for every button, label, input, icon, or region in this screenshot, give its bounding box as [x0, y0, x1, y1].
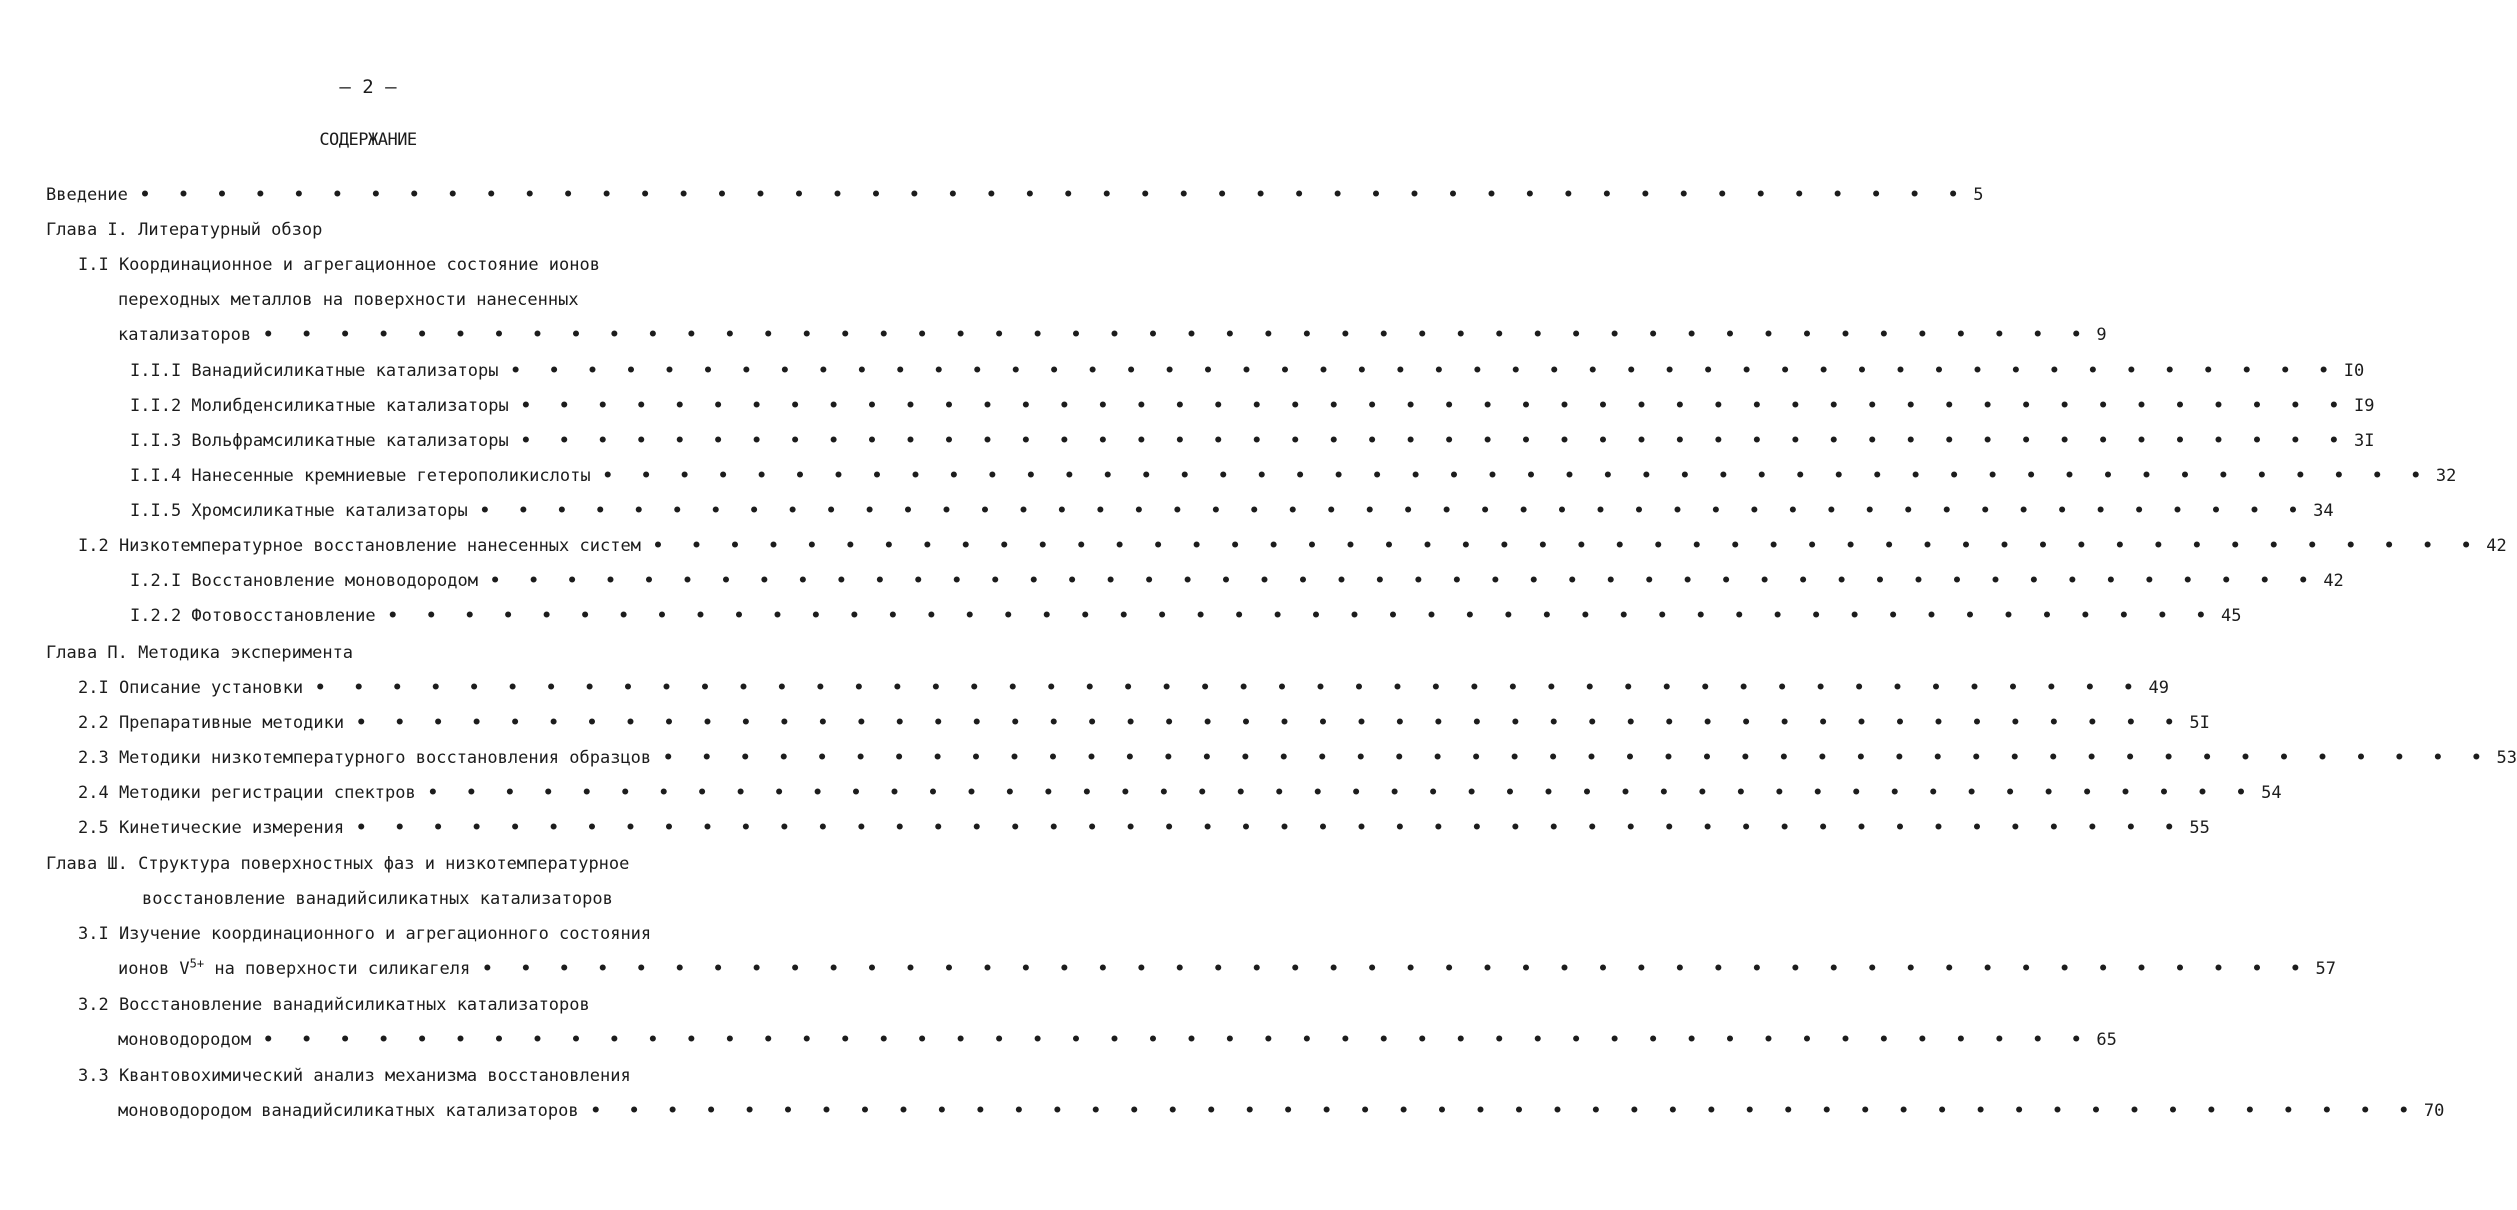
entry-page: 65 — [2096, 1030, 2117, 1050]
entry-page: 32 — [2435, 466, 2457, 486]
entry-title: 2.4 Методики регистрации спектров — [78, 783, 416, 803]
entry-title: I.I.4 Нанесенные кремниевые гетерополикислоты — [130, 466, 591, 486]
entry-page: 9 — [2096, 325, 2107, 345]
entry-title: I.2 Низкотемпературное восстановление нанесенных систем — [78, 536, 641, 556]
dot-leader: • • • • • • • • • • • • • • • • • • • • • • • • • • • • • • • • • • • • • • • • • • • • • • • • — [590, 1101, 2418, 1121]
toc-entry — [130, 464, 2457, 488]
entry-title: Введение — [46, 185, 128, 205]
entry-title: катализаторов — [118, 325, 252, 345]
entry-title: I.I.3 Вольфрамсиликатные катализаторы — [130, 431, 509, 451]
toc-chapter-3: Глава Ш. Структура поверхностных фаз и низкотемпературное — [46, 854, 630, 874]
toc-section-3-1: 3.I Изучение координационного и агрегационного состояния — [78, 924, 652, 944]
dot-leader: • • • • • • • • • • • • • • • • • • • • • • • • • • • • • • • • • • • • • • • • • • • • • • • • — [520, 396, 2349, 416]
entry-title: 2.3 Методики низкотемпературного восстановления образцов — [78, 748, 652, 768]
entry-title: 2.5 Кинетические измерения — [78, 818, 345, 838]
dot-leader: • • • • • • • • • • • • • • • • • • • • • • • • • • • • • • • • • • • • • • • • • • • • • • • • — [263, 325, 2091, 345]
toc-entry — [78, 781, 2282, 805]
entry-page: 42 — [2486, 536, 2507, 556]
toc-entry — [78, 816, 2210, 840]
toc-entry — [130, 394, 2375, 418]
entry-title: I.I.I Ванадийсиликатные катализаторы — [130, 361, 499, 381]
dot-leader: • • • • • • • • • • • • • • • • • • • • • • • • • • • • • • • • • • • • • • • • • • • • • • • • — [479, 501, 2308, 521]
dot-leader: • • • • • • • • • • • • • • • • • • • • • • • • • • • • • • • • • • • • • • • • • • • • • • • • — [427, 783, 2256, 803]
toc-entry — [78, 676, 2169, 700]
toc-entry-introduction — [46, 183, 1984, 207]
entry-title: 2.2 Препаративные методики — [78, 713, 345, 733]
dot-leader: • • • • • • • • • • • • • • • • • • • • • • • • • • • • • • • • • • • • • • • • • • • • • • • • — [356, 818, 2184, 838]
entry-page: 5I — [2189, 713, 2210, 733]
toc-entry — [118, 956, 2337, 981]
entry-page: I9 — [2354, 396, 2375, 416]
entry-page: 42 — [2323, 571, 2344, 591]
toc-section-3-3: 3.3 Квантовохимический анализ механизма восстановления — [78, 1066, 631, 1086]
toc-chapter-3-cont: восстановление ванадийсиликатных катализаторов — [142, 889, 613, 909]
dot-leader: • • • • • • • • • • • • • • • • • • • • • • • • • • • • • • • • • • • • • • • • • • • • • • • • — [482, 959, 2310, 979]
toc-entry — [118, 323, 2107, 347]
entry-page: 70 — [2423, 1101, 2445, 1121]
dot-leader: • • • • • • • • • • • • • • • • • • • • • • • • • • • • • • • • • • • • • • • • • • • • • • • • — [387, 606, 2215, 626]
entry-title: I.2.I Восстановление моноводородом — [130, 571, 478, 591]
entry-page: 5 — [1973, 185, 1984, 205]
toc-entry — [130, 569, 2344, 593]
page-number: – 2 – — [339, 76, 397, 98]
dot-leader: • • • • • • • • • • • • • • • • • • • • • • • • • • • • • • • • • • • • • • • • • • • • • • • • — [356, 713, 2184, 733]
dot-leader: • • • • • • • • • • • • • • • • • • • • • • • • • • • • • • • • • • • • • • • • • • • • • • • • — [663, 748, 2491, 768]
entry-page: 54 — [2261, 783, 2282, 803]
dot-leader: • • • • • • • • • • • • • • • • • • • • • • • • • • • • • • • • • • • • • • • • • • • • • • • • — [510, 361, 2338, 381]
toc-entry — [130, 499, 2334, 523]
entry-title: I.2.2 Фотовосстановление — [130, 606, 376, 626]
entry-title: моноводородом — [118, 1030, 252, 1050]
toc-entry — [78, 534, 2507, 558]
dot-leader: • • • • • • • • • • • • • • • • • • • • • • • • • • • • • • • • • • • • • • • • • • • • • • • • — [602, 466, 2430, 486]
entry-title: 2.I Описание установки — [78, 678, 304, 698]
toc-entry — [118, 1028, 2117, 1052]
entry-title-part: на поверхности силикагеля — [204, 959, 471, 979]
dot-leader: • • • • • • • • • • • • • • • • • • • • • • • • • • • • • • • • • • • • • • • • • • • • • • • • — [263, 1030, 2091, 1050]
dot-leader: • • • • • • • • • • • • • • • • • • • • • • • • • • • • • • • • • • • • • • • • • • • • • • • • — [520, 431, 2349, 451]
entry-page: 49 — [2148, 678, 2169, 698]
toc-entry — [130, 429, 2375, 453]
dot-leader: • • • • • • • • • • • • • • • • • • • • • • • • • • • • • • • • • • • • • • • • • • • • • • • • — [139, 185, 1968, 205]
entry-page: I0 — [2343, 361, 2365, 381]
toc-title: СОДЕРЖАНИЕ — [319, 130, 417, 150]
entry-page: 55 — [2189, 818, 2210, 838]
entry-page: 57 — [2315, 959, 2337, 979]
entry-page: 45 — [2220, 606, 2242, 626]
entry-page: 34 — [2313, 501, 2334, 521]
entry-title: I.I.2 Молибденсиликатные катализаторы — [130, 396, 509, 416]
toc-section-1-1: I.I Координационное и агрегационное состояние ионов — [78, 255, 600, 275]
entry-page: 53 — [2496, 748, 2517, 768]
toc-entry — [78, 711, 2210, 735]
toc-section-1-1-cont: переходных металлов на поверхности нанесенных — [118, 290, 579, 310]
toc-entry — [130, 359, 2365, 383]
toc-chapter-2: Глава П. Методика эксперимента — [46, 643, 354, 663]
entry-page: 3I — [2354, 431, 2375, 451]
toc-entry — [130, 604, 2242, 628]
entry-title — [118, 957, 470, 981]
entry-title-part: ионов V — [118, 959, 190, 979]
toc-entry — [78, 746, 2517, 770]
entry-title: I.I.5 Хромсиликатные катализаторы — [130, 501, 468, 521]
entry-title: моноводородом ванадийсиликатных катализаторов — [118, 1101, 579, 1121]
dot-leader: • • • • • • • • • • • • • • • • • • • • • • • • • • • • • • • • • • • • • • • • • • • • • • • • — [315, 678, 2143, 698]
dot-leader: • • • • • • • • • • • • • • • • • • • • • • • • • • • • • • • • • • • • • • • • • • • • • • • • — [652, 536, 2481, 556]
toc-chapter-1: Глава I. Литературный обзор — [46, 220, 323, 240]
dot-leader: • • • • • • • • • • • • • • • • • • • • • • • • • • • • • • • • • • • • • • • • • • • • • • • • — [490, 571, 2318, 591]
toc-section-3-2: 3.2 Восстановление ванадийсиликатных катализаторов — [78, 995, 590, 1015]
superscript: 5+ — [189, 956, 205, 971]
toc-entry — [118, 1099, 2445, 1123]
